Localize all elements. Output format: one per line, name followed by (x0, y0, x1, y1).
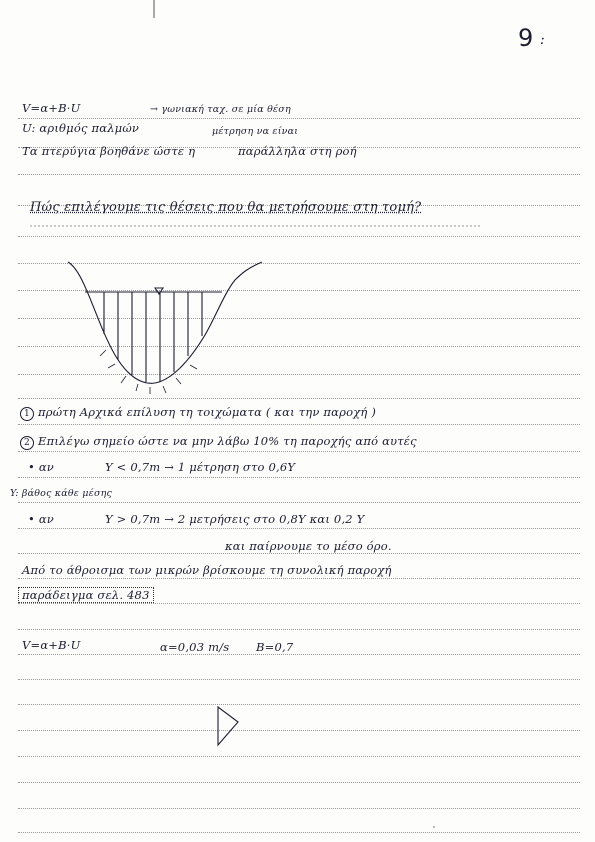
step-1-text: πρώτη Αρχικά επίλυση τη τοιχώματα ( και την παροχή ) (38, 405, 377, 419)
condition-1: Y < 0,7m → 1 μέτρηση στο 0,6Y (105, 460, 296, 474)
channel-cross-section-sketch (68, 262, 262, 394)
flag-shape (218, 707, 238, 745)
beta-value: B=0,7 (256, 640, 294, 654)
depth-definition: Y: βάθος κάθε μέσης (10, 488, 113, 499)
page-number-dots: : (540, 32, 545, 48)
alpha-value: α=0,03 m/s (160, 640, 230, 654)
condition-1-label: • αν (28, 460, 54, 474)
example-reference: παράδειγμα σελ. 483 (18, 587, 154, 603)
bank-hatching (100, 350, 197, 394)
parallel-flow-note: παράλληλα στη ροή (238, 144, 357, 158)
flag-sketch (218, 707, 238, 745)
condition-2: Y > 0,7m → 2 μετρήσεις στο 0,8Y και 0,2 Y (105, 512, 365, 526)
question-heading: Πώς επιλέγουμε τις θέσεις που θα μετρήσουμε στη τομή? (30, 200, 422, 215)
step-1-marker: 1 (20, 407, 34, 421)
step-2-marker: 2 (20, 436, 34, 450)
measurement-note: μέτρηση να είναι (212, 126, 299, 137)
pulse-count-definition: U: αριθμός παλμών (22, 121, 140, 135)
page-number: 9 (518, 24, 534, 52)
mean-note: και παίρνουμε το μέσο όρο. (225, 539, 392, 553)
formula-velocity-2: V=α+B·U (22, 638, 81, 652)
condition-2-label: • αν (28, 512, 54, 526)
water-level-marker (155, 288, 163, 294)
total-flow-note: Από το άθροισμα των μικρών βρίσκουμε τη συνολική παροχή (22, 563, 392, 577)
formula-velocity: V=α+B·U (22, 101, 81, 115)
blades-note: Τα πτερύγια βοηθάνε ώστε η (22, 144, 196, 158)
channel-bed (68, 262, 262, 383)
scan-dot (433, 826, 435, 828)
step-2-text: Επιλέγω σημείο ώστε να μην λάβω 10% τη παροχής από αυτές (38, 434, 417, 448)
angular-velocity-note: → γωνιακή ταχ. σε μία θέση (150, 104, 291, 115)
